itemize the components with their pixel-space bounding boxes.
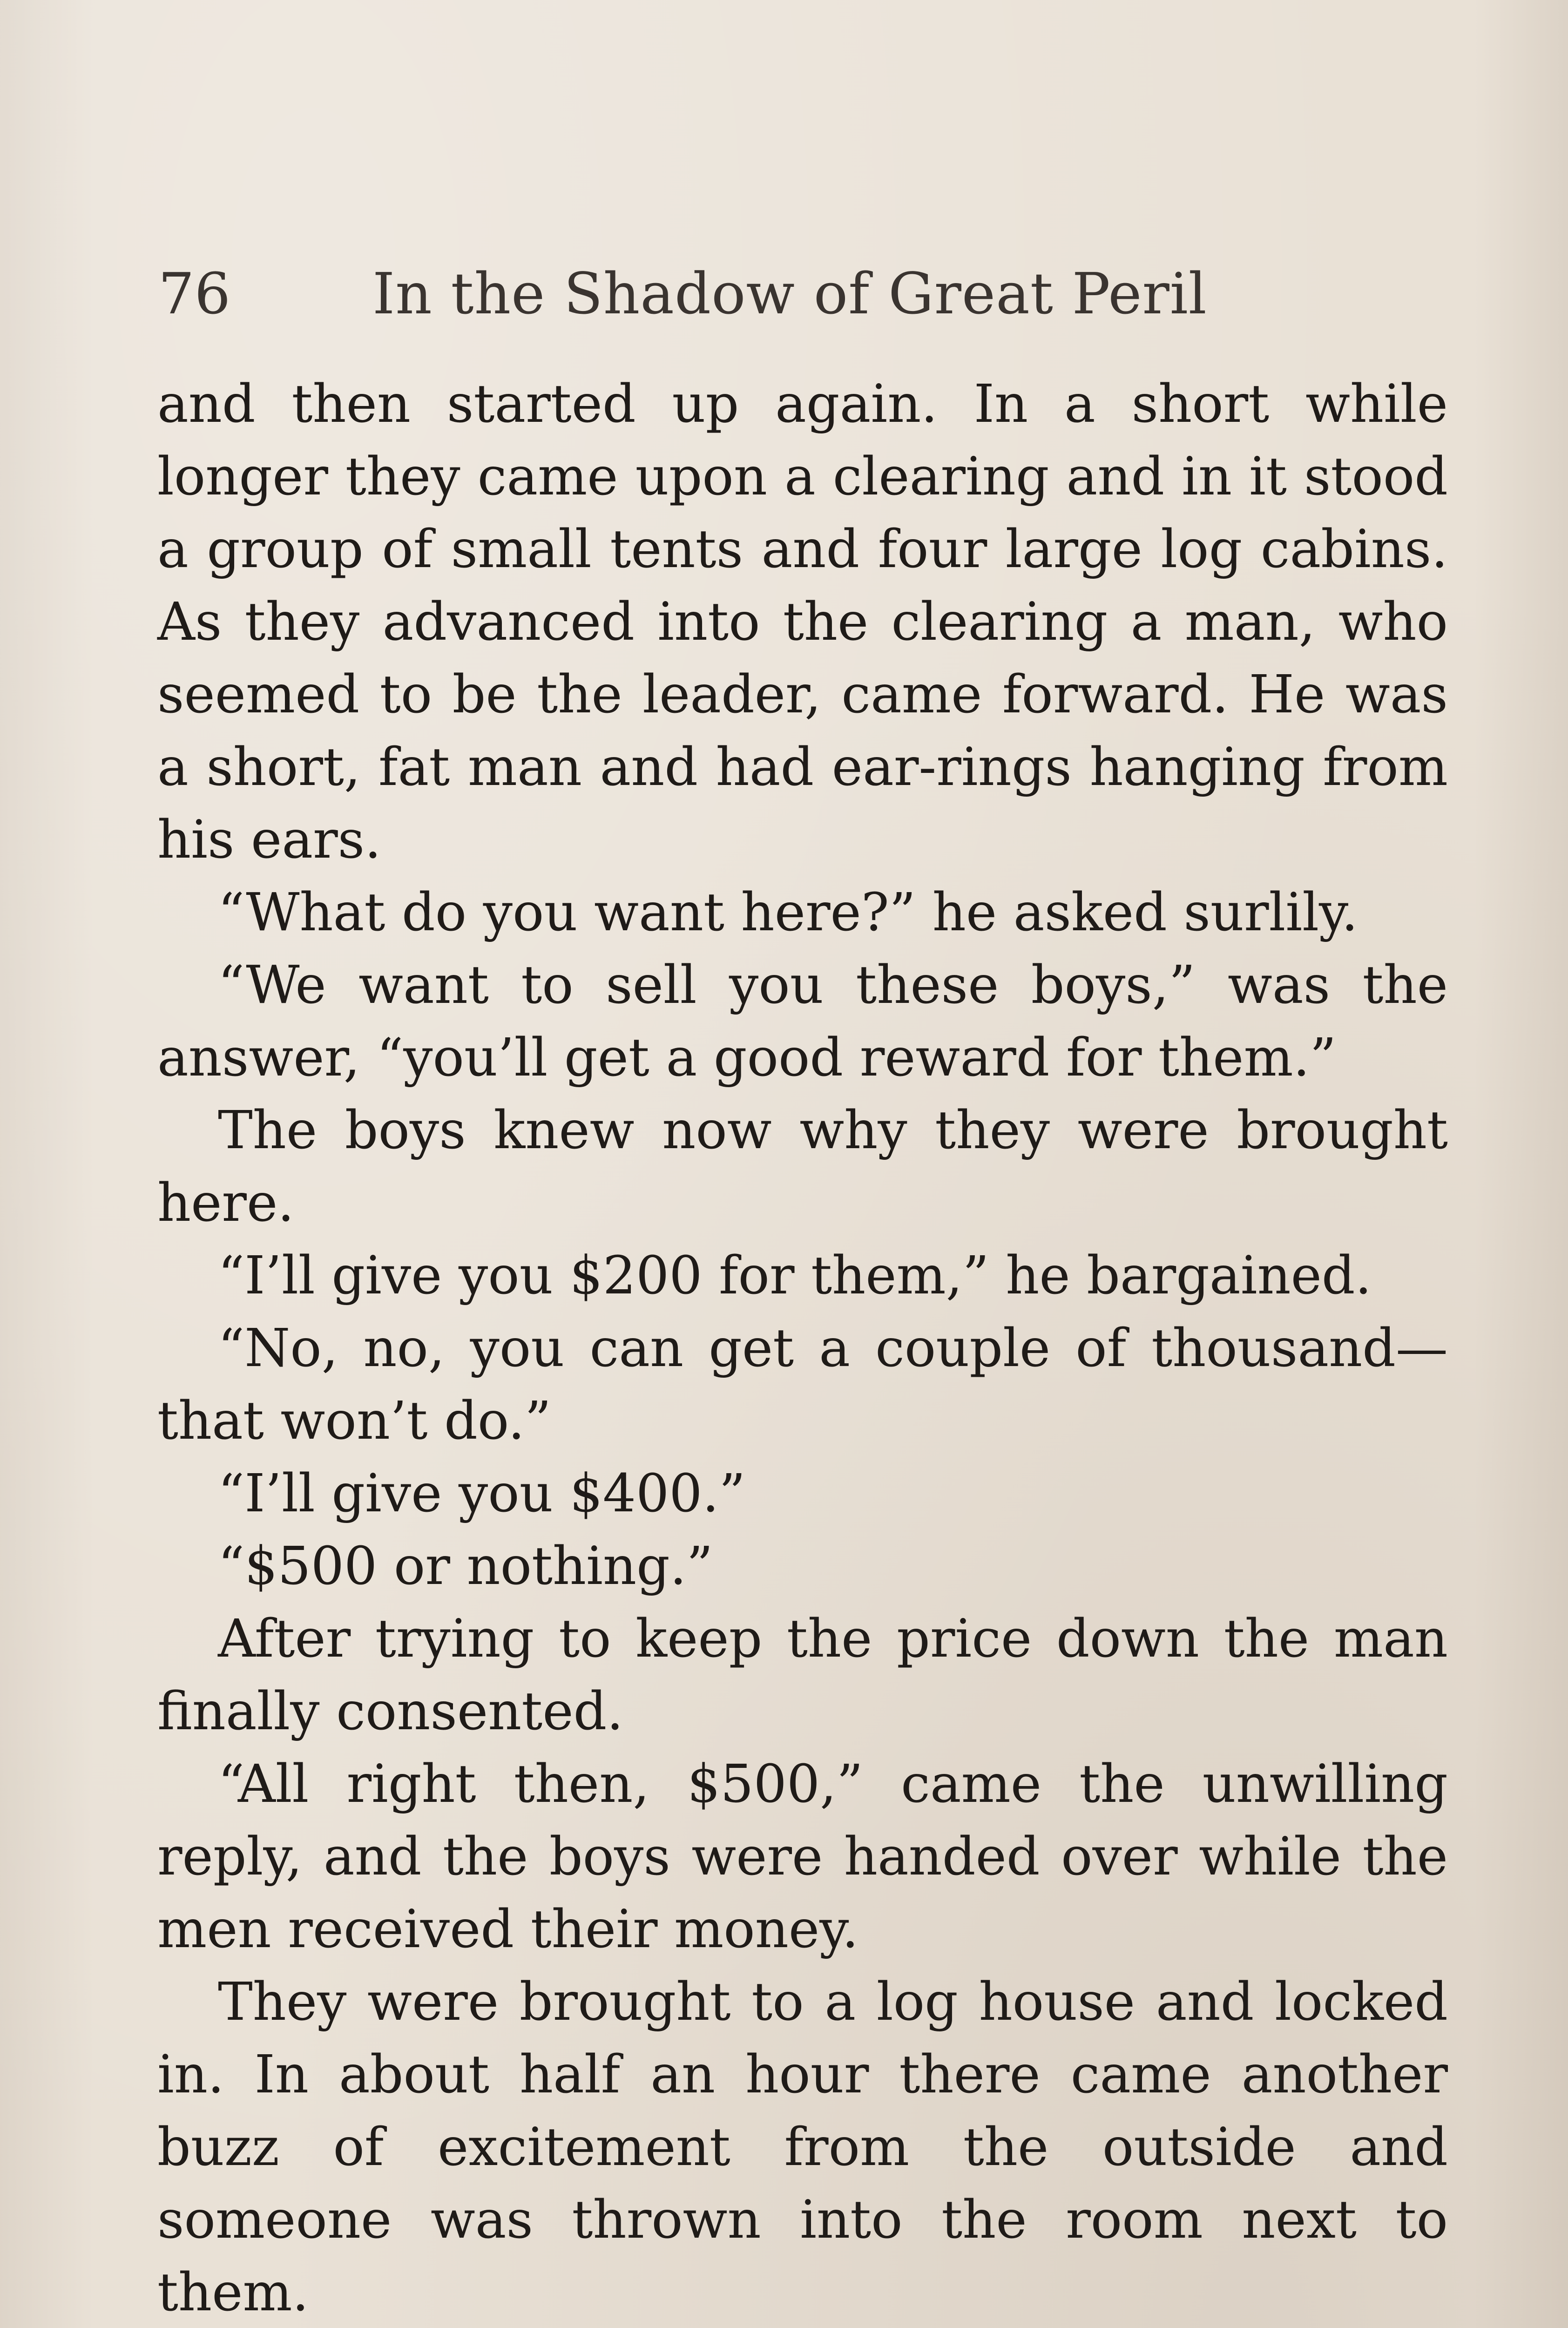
- paragraph: After trying to keep the price down the man finally consented.: [157, 1609, 1448, 1742]
- paragraph-dialogue: “No, no, you can get a couple of thousand—that won’t do.”: [157, 1318, 1448, 1451]
- paragraph-dialogue: “$500 or nothing.”: [218, 1536, 713, 1597]
- page-header: [158, 261, 1453, 340]
- paragraph: They were brought to a log house and locked in. In about half an hour there came another buzz of excitement from the outside and someone was thrown into the room next to them.: [157, 1972, 1448, 2323]
- running-title: In the Shadow of Great Peril: [372, 261, 1207, 327]
- paragraph-dialogue: “All right then, $500,” came the unwilling reply, and the boys were handed over while the men received their money.: [157, 1754, 1448, 1960]
- body-text: [157, 368, 1448, 2328]
- paragraph-continued: and then started up again. In a short while longer they came upon a clearing and in it stood a group of small tents and four large log cabins. As they advanced into the clearing a man, who seemed to be the leader, came forward. He was a short, fat man and had ear-rings hanging from his ears.: [157, 374, 1448, 870]
- paragraph-dialogue: “I’ll give you $200 for them,” he bargained.: [218, 1245, 1372, 1306]
- paragraph-dialogue: “I’ll give you $400.”: [218, 1463, 746, 1524]
- paragraph-dialogue: “We want to sell you these boys,” was the answer, “you’ll get a good reward for them.”: [157, 955, 1448, 1088]
- paragraph-dialogue: “What do you want here?” he asked surlily.: [218, 882, 1358, 943]
- paragraph: The boys knew now why they were brought here.: [157, 1100, 1448, 1233]
- page-number: 76: [158, 261, 231, 327]
